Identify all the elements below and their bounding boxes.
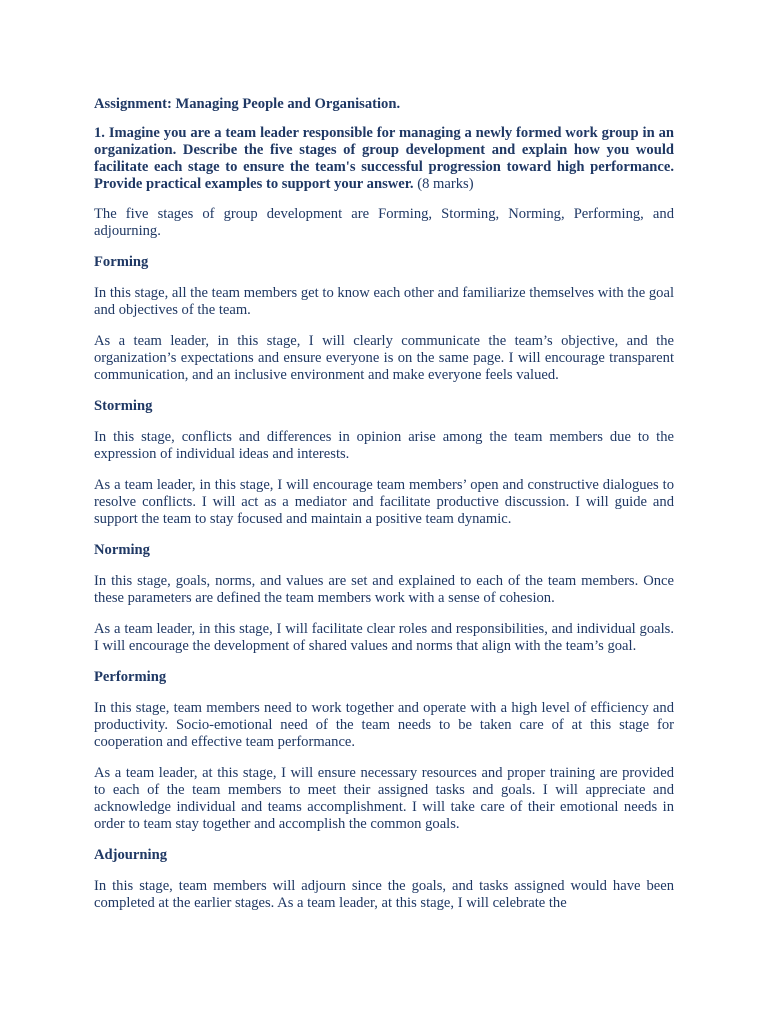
section-paragraph: In this stage, conflicts and differences in opinion arise among the team members due to the expression of individual ideas and interests. <box>94 429 674 462</box>
section-paragraph: In this stage, goals, norms, and values are set and explained to each of the team members. Once these parameters are defined the team members work with a sense of cohesion. <box>94 573 674 606</box>
section-norming <box>94 542 674 655</box>
section-paragraph: In this stage, team members will adjourn since the goals, and tasks assigned would have been completed at the earlier stages. As a team leader, at this stage, I will celebrate the <box>94 878 674 911</box>
section-paragraph: In this stage, all the team members get to know each other and familiarize themselves with the goal and objectives of the team. <box>94 285 674 318</box>
section-forming <box>94 254 674 384</box>
section-paragraph: As a team leader, at this stage, I will ensure necessary resources and proper training are provided to each of the team members to meet their assigned tasks and goals. I will appreciate and acknowledge individual and teams accomplishment. I will take care of their emotional needs in order to team stay together and accomplish the common goals. <box>94 765 674 832</box>
section-storming <box>94 398 674 528</box>
section-title-storming: Storming <box>94 398 153 414</box>
question-marks: (8 marks) <box>417 176 474 192</box>
section-title-performing: Performing <box>94 669 167 685</box>
intro-paragraph: The five stages of group development are Forming, Storming, Norming, Performing, and adjourning. <box>94 206 674 239</box>
document-page <box>94 96 674 926</box>
section-title-norming: Norming <box>94 542 150 558</box>
section-paragraph: As a team leader, in this stage, I will encourage team members’ open and constructive dialogues to resolve conflicts. I will act as a mediator and facilitate productive discussion. I will guide and support the team to stay focused and maintain a positive team dynamic. <box>94 477 674 527</box>
section-adjourning <box>94 847 674 912</box>
section-paragraph: As a team leader, in this stage, I will facilitate clear roles and responsibilities, and individual goals. I will encourage the development of shared values and norms that align with the team’s goal. <box>94 621 674 654</box>
assignment-heading: Assignment: Managing People and Organisation. <box>94 96 401 112</box>
section-paragraph: As a team leader, in this stage, I will clearly communicate the team’s objective, and the organization’s expectations and ensure everyone is on the same page. I will encourage transparent communication, and an inclusive environment and make everyone feels valued. <box>94 333 674 383</box>
section-performing <box>94 669 674 833</box>
section-paragraph: In this stage, team members need to work together and operate with a high level of efficiency and productivity. Socio-emotional need of the team needs to be taken care of at this stage for cooperation and effective team performance. <box>94 700 674 750</box>
section-title-adjourning: Adjourning <box>94 847 167 863</box>
question-text: 1. Imagine you are a team leader responsible for managing a newly formed work group in an organization. Describe the five stages of group development and explain how you would facilitate each stage to ensure the team's successful progression toward high performance. Provide practical examples to support your answer. <box>94 125 674 192</box>
question-prompt <box>94 125 674 193</box>
section-title-forming: Forming <box>94 254 149 270</box>
